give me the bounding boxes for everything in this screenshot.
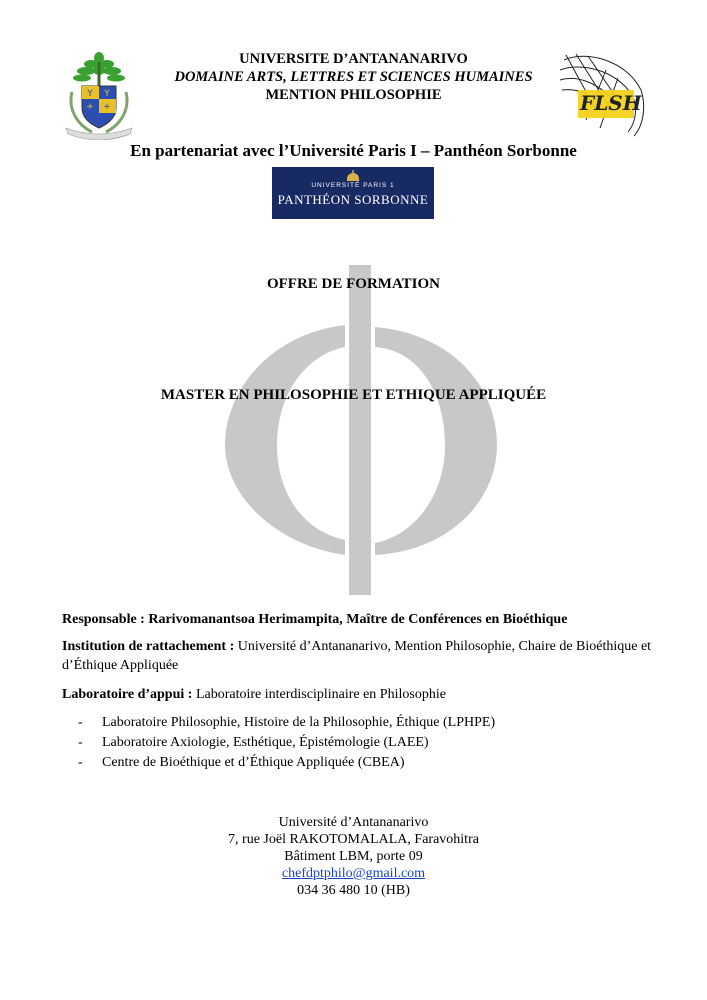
partnership-text: En partenariat avec l’Université Paris I – Panthéon Sorbonne bbox=[130, 141, 577, 160]
list-item: - Laboratoire Axiologie, Esthétique, Épistémologie (LAEE) bbox=[78, 735, 429, 750]
responsable-value: Rarivomanantsoa Herimampita, Maître de Conférences en Bioéthique bbox=[148, 612, 568, 627]
mention-name: MENTION PHILOSOPHIE bbox=[265, 87, 442, 103]
list-item: - Centre de Bioéthique et d’Éthique Appliquée (CBEA) bbox=[78, 755, 405, 770]
footer-line2: 7, rue Joël RAKOTOMALALA, Faravohitra bbox=[228, 832, 479, 847]
phi-watermark-icon bbox=[205, 255, 515, 595]
university-name: UNIVERSITE D’ANTANANARIVO bbox=[239, 51, 468, 67]
master-title: MASTER EN PHILOSOPHIE ET ETHIQUE APPLIQUÉE bbox=[160, 387, 547, 403]
list-item: - Laboratoire Philosophie, Histoire de la Philosophie, Éthique (LPHPE) bbox=[78, 715, 496, 730]
sorbonne-logo-small: UNIVERSITÉ PARIS 1 bbox=[311, 182, 395, 189]
labs-list bbox=[78, 713, 638, 773]
offre-title: OFFRE DE FORMATION bbox=[266, 276, 441, 292]
sorbonne-logo-big: PANTHÉON SORBONNE bbox=[277, 192, 429, 207]
institution-label: Institution de rattachement : bbox=[62, 639, 238, 654]
institution-value: Université d’Antananarivo, Mention Philosophie, Chaire de Bioéthique et d’Éthique Appliquée bbox=[62, 639, 652, 673]
dome-icon bbox=[345, 170, 361, 182]
responsable-label: Responsable : bbox=[62, 612, 149, 627]
laboratoire-line bbox=[62, 685, 662, 704]
svg-text:Y: Y bbox=[104, 89, 110, 99]
svg-text:+: + bbox=[86, 102, 94, 112]
email-link[interactable]: chefdptphilo@gmail.com bbox=[281, 866, 426, 881]
domain-name: DOMAINE ARTS, LETTRES ET SCIENCES HUMAINES bbox=[174, 69, 533, 85]
footer-phone: 034 36 480 10 (HB) bbox=[297, 883, 410, 898]
svg-text:Y: Y bbox=[87, 89, 93, 99]
pantheon-sorbonne-logo bbox=[272, 167, 434, 219]
footer-address bbox=[0, 814, 707, 899]
flsh-logo-text: FLSH bbox=[580, 91, 642, 115]
laboratoire-label: Laboratoire d’appui : bbox=[62, 687, 196, 702]
laboratoire-value: Laboratoire interdisciplinaire en Philosophie bbox=[195, 687, 446, 702]
svg-text:+: + bbox=[103, 102, 111, 112]
footer-line1: Université d’Antananarivo bbox=[278, 815, 429, 830]
institution-line bbox=[62, 637, 662, 675]
footer-line3: Bâtiment LBM, porte 09 bbox=[284, 849, 423, 864]
responsable-line bbox=[62, 610, 662, 629]
